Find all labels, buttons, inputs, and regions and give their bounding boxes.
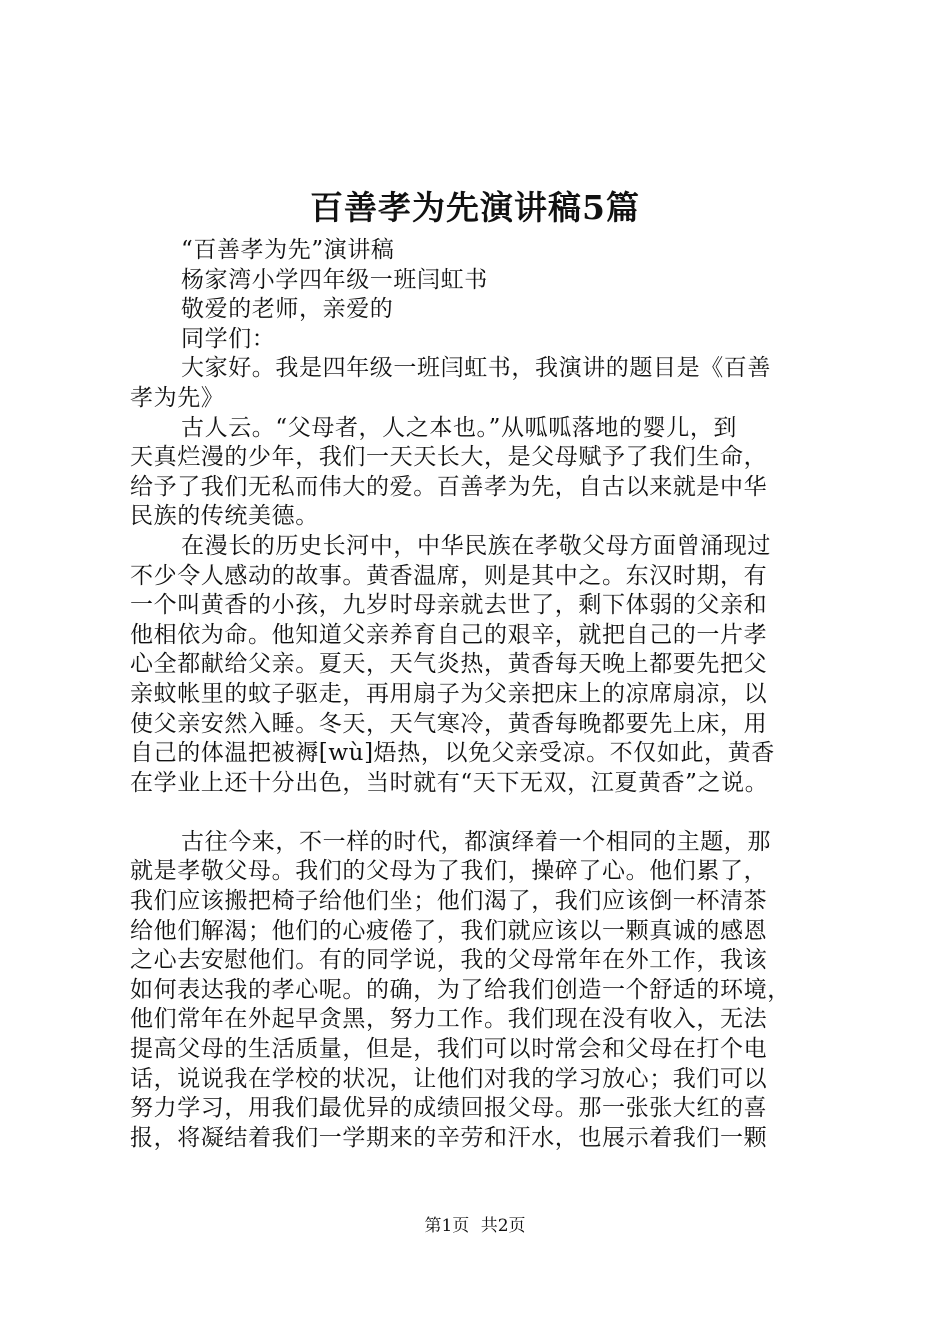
text-line: 我们应该搬把椅子给他们坐；他们渴了，我们应该倒一杯清茶 bbox=[130, 888, 768, 915]
text-line: 话，说说我在学校的状况，让他们对我的学习放心；我们可以 bbox=[130, 1065, 768, 1092]
page-total: 共2页 bbox=[480, 1216, 526, 1236]
text-line: 他相依为命。他知道父亲养育自己的艰辛，就把自己的一片孝 bbox=[130, 621, 768, 648]
text-line: 使父亲安然入睡。冬天，天气寒冷，黄香每晚都要先上床，用 bbox=[130, 710, 768, 737]
text-line: 孝为先》 bbox=[130, 384, 225, 411]
text-line: 大家好。我是四年级一班闫虹书，我演讲的题目是《百善 bbox=[181, 355, 771, 382]
text-line: 天真烂漫的少年，我们一天天长大，是父母赋予了我们生命， bbox=[130, 444, 768, 471]
text-line: 自己的体温把被褥[wù]焐热，以免父亲受凉。不仅如此，黄香 bbox=[130, 740, 775, 767]
text-line: 提高父母的生活质量，但是，我们可以时常会和父母在打个电 bbox=[130, 1036, 768, 1063]
text-line: 古往今来，不一样的时代，都演绎着一个相同的主题，那 bbox=[181, 828, 771, 855]
text-line: 努力学习，用我们最优异的成绩回报父母。那一张张大红的喜 bbox=[130, 1095, 768, 1122]
text-line: 一个叫黄香的小孩，九岁时母亲就去世了，剩下体弱的父亲和 bbox=[130, 592, 768, 619]
text-line: 民族的传统美德。 bbox=[130, 503, 319, 530]
text-line: 如何表达我的孝心呢。的确，为了给我们创造一个舒适的环境， bbox=[130, 976, 791, 1003]
text-line: 心全都献给父亲。夏天，天气炎热，黄香每天晚上都要先把父 bbox=[130, 651, 768, 678]
text-line: 亲蚊帐里的蚊子驱走，再用扇子为父亲把床上的凉席扇凉，以 bbox=[130, 680, 768, 707]
text-line: 在学业上还十分出色，当时就有“天下无双，江夏黄香”之说。 bbox=[130, 769, 769, 796]
text-line: 古人云。“父母者，人之本也。”从呱呱落地的婴儿，到 bbox=[181, 414, 738, 441]
text-line: 同学们： bbox=[181, 325, 276, 352]
document-body bbox=[130, 236, 842, 1153]
text-line: 他们常年在外起早贪黑，努力工作。我们现在没有收入，无法 bbox=[130, 1006, 768, 1033]
document-title: 百善孝为先演讲稿5篇 bbox=[310, 188, 640, 227]
page-footer bbox=[0, 1215, 950, 1237]
text-line: 杨家湾小学四年级一班闫虹书 bbox=[181, 266, 488, 293]
text-line: 报，将凝结着我们一学期来的辛劳和汗水，也展示着我们一颗 bbox=[130, 1124, 768, 1151]
text-line: 不少令人感动的故事。黄香温席，则是其中之。东汉时期，有 bbox=[130, 562, 768, 589]
text-line: 在漫长的历史长河中，中华民族在孝敬父母方面曾涌现过 bbox=[181, 532, 771, 559]
text-line: 之心去安慰他们。有的同学说，我的父母常年在外工作，我该 bbox=[130, 947, 768, 974]
text-line: 给予了我们无私而伟大的爱。百善孝为先，自古以来就是中华 bbox=[130, 473, 768, 500]
page-number: 第1页 bbox=[424, 1216, 470, 1236]
blank-line bbox=[130, 798, 842, 828]
text-line: 给他们解渴；他们的心疲倦了，我们就应该以一颗真诚的感恩 bbox=[130, 917, 768, 944]
text-line: 就是孝敬父母。我们的父母为了我们，操碎了心。他们累了， bbox=[130, 858, 768, 885]
text-line: 敬爱的老师，亲爱的 bbox=[181, 296, 394, 323]
text-line: “百善孝为先”演讲稿 bbox=[181, 237, 395, 263]
